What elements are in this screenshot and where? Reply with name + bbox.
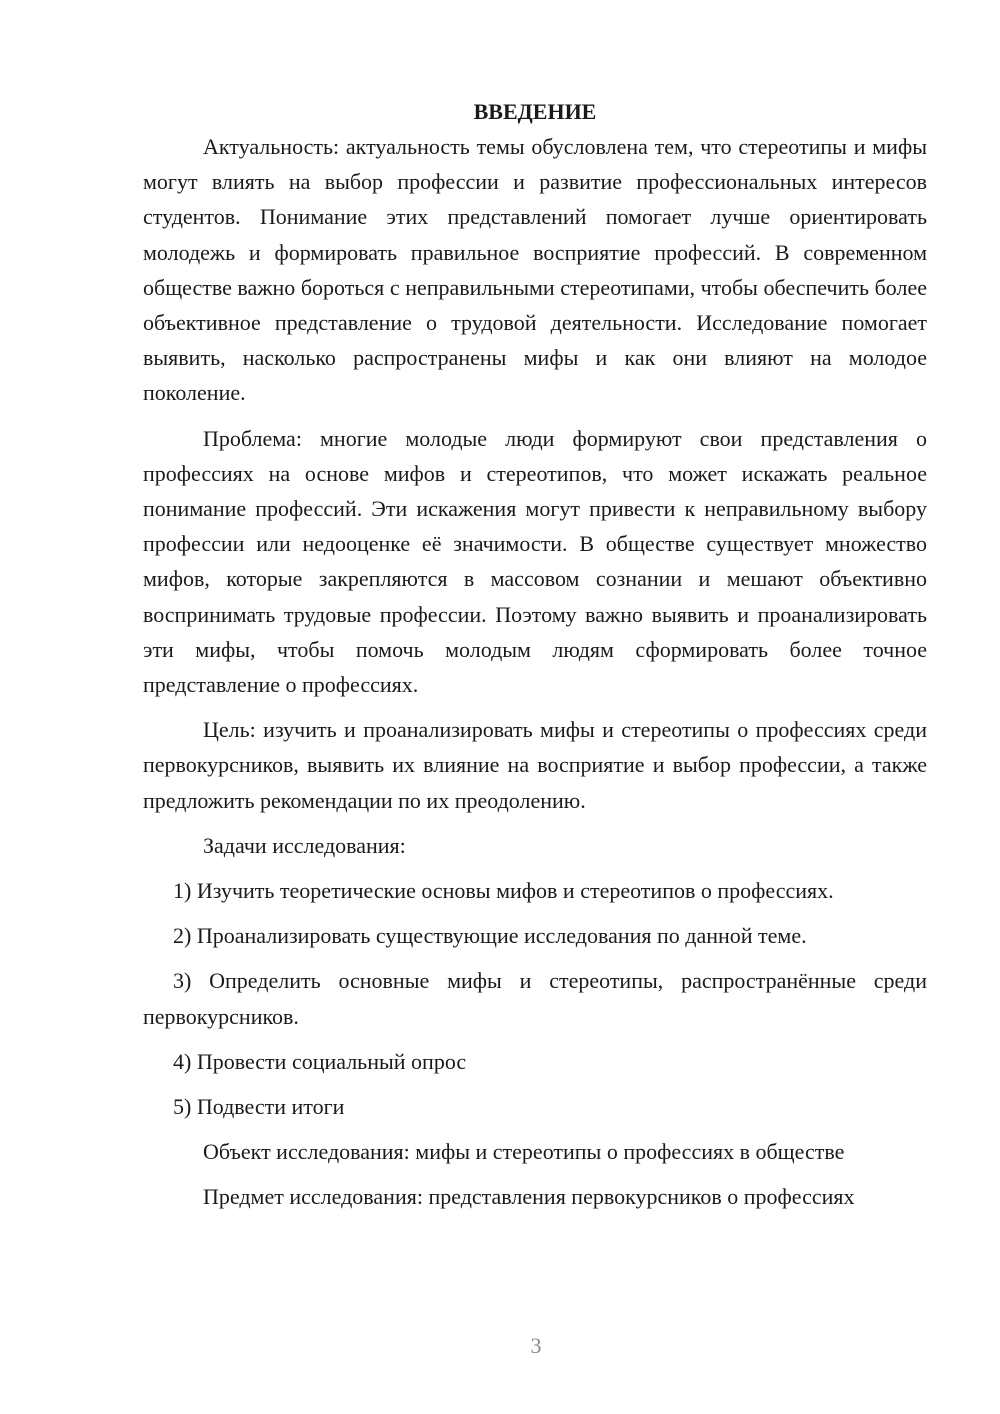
relevance-paragraph: Актуальность: актуальность темы обусловлена тем, что стереотипы и мифы могут влиять на выбор профессии и развитие профессиональных интересов студентов. Понимание этих представлений помогает лучше ориентировать молодежь и формировать правильное восприятие профессий. В современном обществе важно бороться с неправильными стереотипами, чтобы обеспечить более объективное представление о трудовой деятельности. Исследование помогает выявить, насколько распространены мифы и как они влияют на молодое поколение.	[143, 134, 927, 406]
tasks-title: Задачи исследования:	[203, 832, 406, 858]
task-item: 2) Проанализировать существующие исследования по данной теме.	[173, 923, 807, 949]
task-item: 5) Подвести итоги	[173, 1094, 345, 1120]
subject-paragraph: Предмет исследования: представления первокурсников о профессиях	[203, 1184, 855, 1210]
object-paragraph: Объект исследования: мифы и стереотипы о профессиях в обществе	[203, 1139, 845, 1165]
problem-paragraph: Проблема: многие молодые люди формируют свои представления о профессиях на основе мифов и стереотипов, что может искажать реальное понимание профессий. Эти искажения могут привести к неправильному выбору профессии или недооценке её значимости. В обществе существует множество мифов, которые закрепляются в массовом сознании и мешают объективно воспринимать трудовые профессии. Поэтому важно выявить и проанализировать эти мифы, чтобы помочь молодым людям сформировать более точное представление о профессиях.	[143, 425, 927, 698]
task-item: 4) Провести социальный опрос	[173, 1048, 467, 1074]
goal-paragraph: Цель: изучить и проанализировать мифы и стереотипы о профессиях среди первокурсников, выявить их влияние на восприятие и выбор профессии, а также предложить рекомендации по их преодолению.	[143, 717, 927, 813]
section-heading: ВВЕДЕНИЕ	[473, 99, 597, 124]
page-number: 3	[530, 1333, 542, 1358]
task-item: 1) Изучить теоретические основы мифов и стереотипов о профессиях.	[173, 878, 834, 904]
page-content	[143, 94, 927, 1215]
task-item: 3) Определить основные мифы и стереотипы, распространённые среди первокурсников.	[143, 968, 927, 1029]
